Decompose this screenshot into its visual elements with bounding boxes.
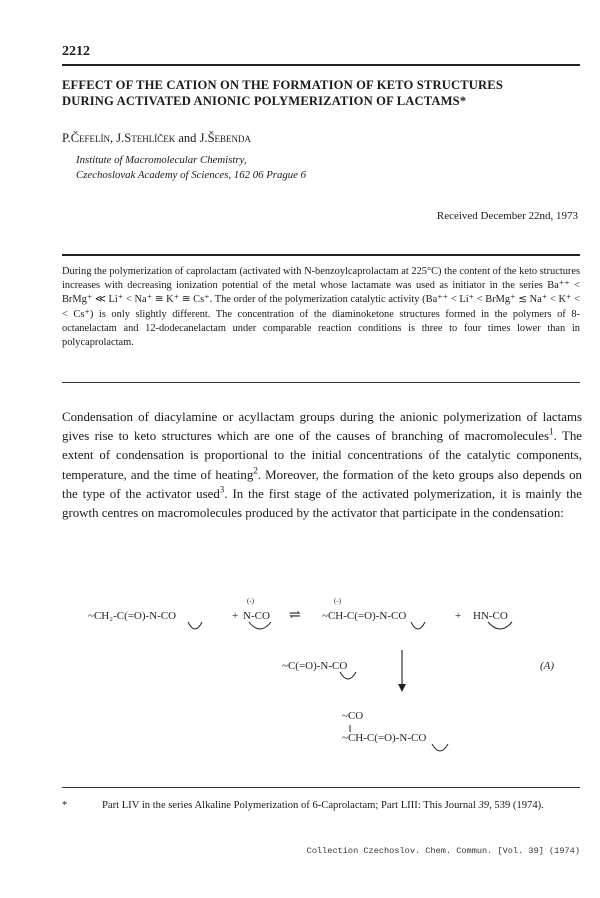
author-separator: , [110,131,117,145]
lactam-ring-bracket [188,622,202,629]
footnote-mark: * [62,800,68,811]
product-carbanion: ~CH-C(=O)-N-CO [322,610,407,622]
footnote [62,798,582,813]
reaction-scheme-svg [60,590,590,770]
authors [62,131,251,146]
reaction-arrow-head [398,684,406,692]
footnote-rule [62,787,580,788]
cation-series-1: Ba⁺⁺ < BrMg⁺ ≪ Li⁺ < Na⁺ ≅ K⁺ ≅ Cs⁺. [62,280,580,306]
author-separator: and [175,131,200,145]
title-line-1: EFFECT OF THE CATION ON THE FORMATION OF KETO STRUCTURES [62,78,503,92]
body-text-4: . In the first stage of the activated polymerization, it is mainly the growth centres on macromolecules produced by the activator that participate in the condensation: [62,486,582,521]
author-2-name: Stehlíček [124,131,176,145]
footnote-text: Part LIV in the series Alkaline Polymerization of 6-Caprolactam; Part LIII: This Journal [102,800,479,811]
anion-charge: (-) [247,597,254,605]
affiliation [76,153,306,183]
author-3-name: Šebenda [207,131,252,145]
reaction-scheme [60,590,590,770]
carbanion-charge: (-) [334,597,341,605]
body-paragraph [62,408,582,523]
received-date: Received December 22nd, 1973 [436,210,578,222]
abstract [62,265,580,350]
article-title [62,77,582,109]
abstract-text-2: The order of the polymerization catalytic activity [212,294,423,306]
page-number: 2212 [62,44,90,59]
footnote-text-end: , 539 (1974). [489,800,544,811]
product-keto-branch: ~CO [342,710,364,722]
affiliation-line-1: Institute of Macromolecular Chemistry, [76,154,247,166]
plus-sign: + [455,610,462,622]
body-text-2: . The extent of condensation is proportional to the initial concentrations of the catalytic components, temperature, and the time of heating [62,429,582,482]
title-line-2: DURING ACTIVATED ANIONIC POLYMERIZATION OF LACTAMS* [62,94,467,108]
reference-2: 2 [253,465,258,476]
product-lactam: HN-CO [473,610,508,622]
reactant-acyl-group: ~C(=O)-N-CO [282,660,348,672]
author-3-initial: J. [199,131,208,145]
footnote-volume: 39 [478,800,490,811]
body-text-3: . Moreover, the formation of the keto groups also depends on the type of the activator used [62,467,582,501]
scheme-label: (A) [540,660,555,672]
reference-3: 3 [219,484,225,495]
journal-footer: Collection Czechoslov. Chem. Commun. [Vol. 39] (1974) [306,846,580,856]
abstract-text-1: During the polymerization of caprolactam (activated with N-benzoylcaprolactam at 225°C) the content of the keto structures increases with decreasing ionization potential of the metal whose lactamate was used as initiator in the series [62,266,581,292]
plus-sign: + [232,610,239,622]
abstract-top-rule [62,254,580,256]
equilibrium-arrow: ⇌ [289,608,301,623]
reference-1: 1 [549,426,554,437]
reactant-acyllactam: ~CH₂-C(=O)-N-CO [88,610,177,622]
lactam-ring-bracket [488,622,512,629]
lactam-ring-bracket [249,622,271,629]
reactant-lactam-anion: N-CO [243,610,270,622]
lactam-ring-bracket [432,744,448,751]
author-1-initial: P. [62,131,71,145]
abstract-bottom-rule [62,382,580,383]
body-text-1: Condensation of diacylamine or acyllactam groups during the anionic polymerization of lactams gives rise to keto structures which are one of the causes of branching of macromolecules [62,410,582,444]
cation-series-2: (Ba⁺⁺ < Li⁺ < BrMg⁺ ≲ Na⁺ < K⁺ < < Cs⁺) [62,294,580,320]
product-keto-structure: ~CH-C(=O)-N-CO [342,732,427,744]
author-2-initial: J. [116,131,125,145]
author-1-name: Čefelín [70,131,111,145]
abstract-text-3: is only slightly different. The concentration of the diaminoketone structures formed in the polymers of 8-octanelactam and 12-dodecanelactam under comparable reaction conditions is three to four times lower than in polycaprolactam. [62,308,580,349]
lactam-ring-bracket [340,672,356,679]
affiliation-line-2: Czechoslovak Academy of Sciences, 162 06 Prague 6 [76,169,307,181]
header-rule [62,64,580,66]
lactam-ring-bracket [411,622,425,629]
